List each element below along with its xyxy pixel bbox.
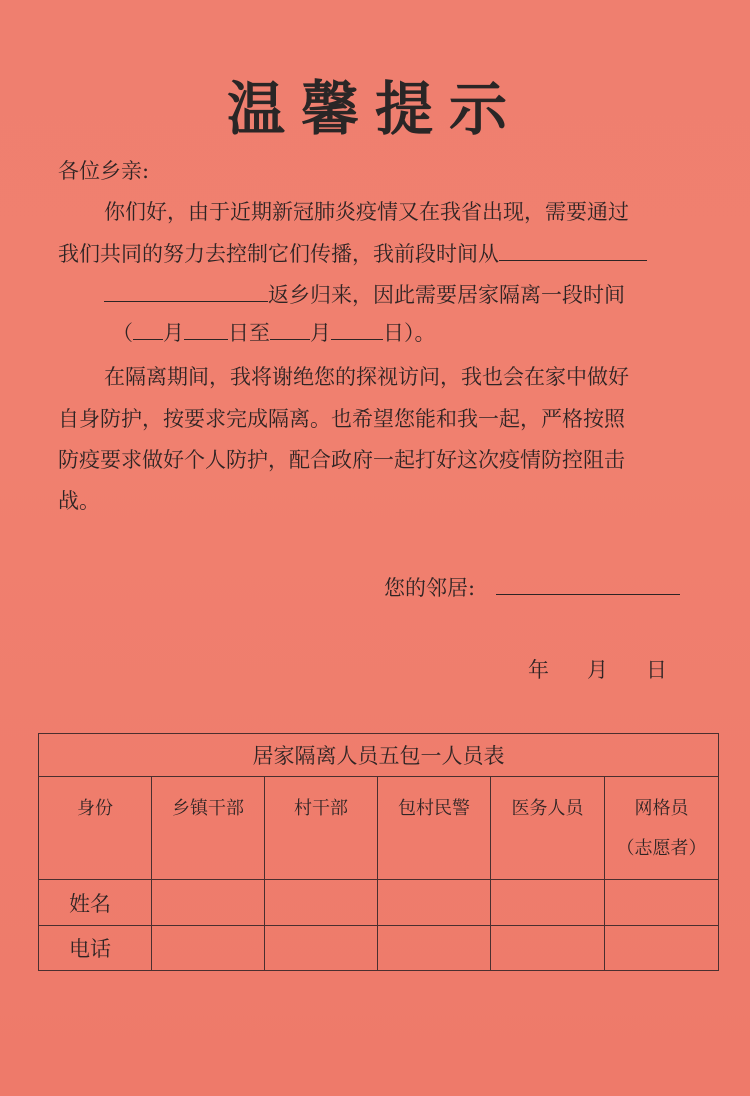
end-month-blank (270, 338, 310, 340)
table-cell (605, 880, 719, 926)
grid-worker-label: 网格员 (634, 798, 689, 819)
para1-line2-text: 我们共同的努力去控制它们传播，我前段时间从 (58, 242, 499, 266)
table-cell (605, 926, 719, 971)
notice-title: 温馨提示 (226, 75, 523, 143)
column-header-identity: 身份 (39, 777, 152, 880)
start-month-blank (133, 338, 163, 340)
row-label-name: 姓名 (39, 880, 152, 926)
day-label-date: 日 (646, 658, 667, 682)
signature-label: 您的邻居: (384, 576, 476, 600)
year-label: 年 (528, 658, 549, 682)
para1-line3-text: 返乡归来，因此需要居家隔离一段时间 (268, 283, 625, 307)
table-cell (491, 880, 605, 926)
month-label-2: 月 (310, 321, 331, 345)
column-header-medical-staff: 医务人员 (491, 777, 605, 880)
column-header-village-cadre: 村干部 (265, 777, 378, 880)
roster-table (38, 733, 719, 971)
para2-line1: 在隔离期间，我将谢绝您的探视访问，我也会在家中做好 (104, 365, 629, 389)
table-cell (378, 880, 491, 926)
para1-line2 (58, 239, 647, 269)
start-day-blank (184, 338, 228, 340)
end-day-blank (331, 338, 383, 340)
para1-line3 (104, 280, 625, 310)
table-cell (491, 926, 605, 971)
para2-line3: 防疫要求做好个人防护，配合政府一起打好这次疫情防控阻击 (58, 448, 625, 472)
day-close-label: 日）。 (383, 321, 436, 345)
table-cell (378, 926, 491, 971)
month-label-date: 月 (587, 658, 608, 682)
signature-blank (496, 593, 680, 595)
table-cell (265, 926, 378, 971)
table-cell (152, 880, 265, 926)
month-label: 月 (163, 321, 184, 345)
column-header-grid-worker (605, 777, 719, 880)
table-cell (265, 880, 378, 926)
volunteer-label: （志愿者） (616, 838, 707, 859)
column-header-police: 包村民警 (378, 777, 491, 880)
para2-line4: 战。 (58, 489, 100, 513)
roster-table-title: 居家隔离人员五包一人员表 (39, 734, 719, 777)
signature-line (384, 572, 680, 602)
origin-blank (499, 259, 647, 261)
row-label-phone: 电话 (39, 926, 152, 971)
quarantine-dates (112, 318, 436, 348)
day-to-label: 日至 (228, 321, 270, 345)
para1-line1: 你们好，由于近期新冠肺炎疫情又在我省出现，需要通过 (104, 200, 629, 224)
origin-blank-2 (104, 300, 268, 302)
paren-open: （ (112, 321, 133, 345)
table-cell (152, 926, 265, 971)
para2-line2: 自身防护，按要求完成隔离。也希望您能和我一起，严格按照 (58, 407, 625, 431)
salutation: 各位乡亲: (58, 159, 150, 183)
date-line (528, 654, 705, 684)
column-header-township-cadre: 乡镇干部 (152, 777, 265, 880)
